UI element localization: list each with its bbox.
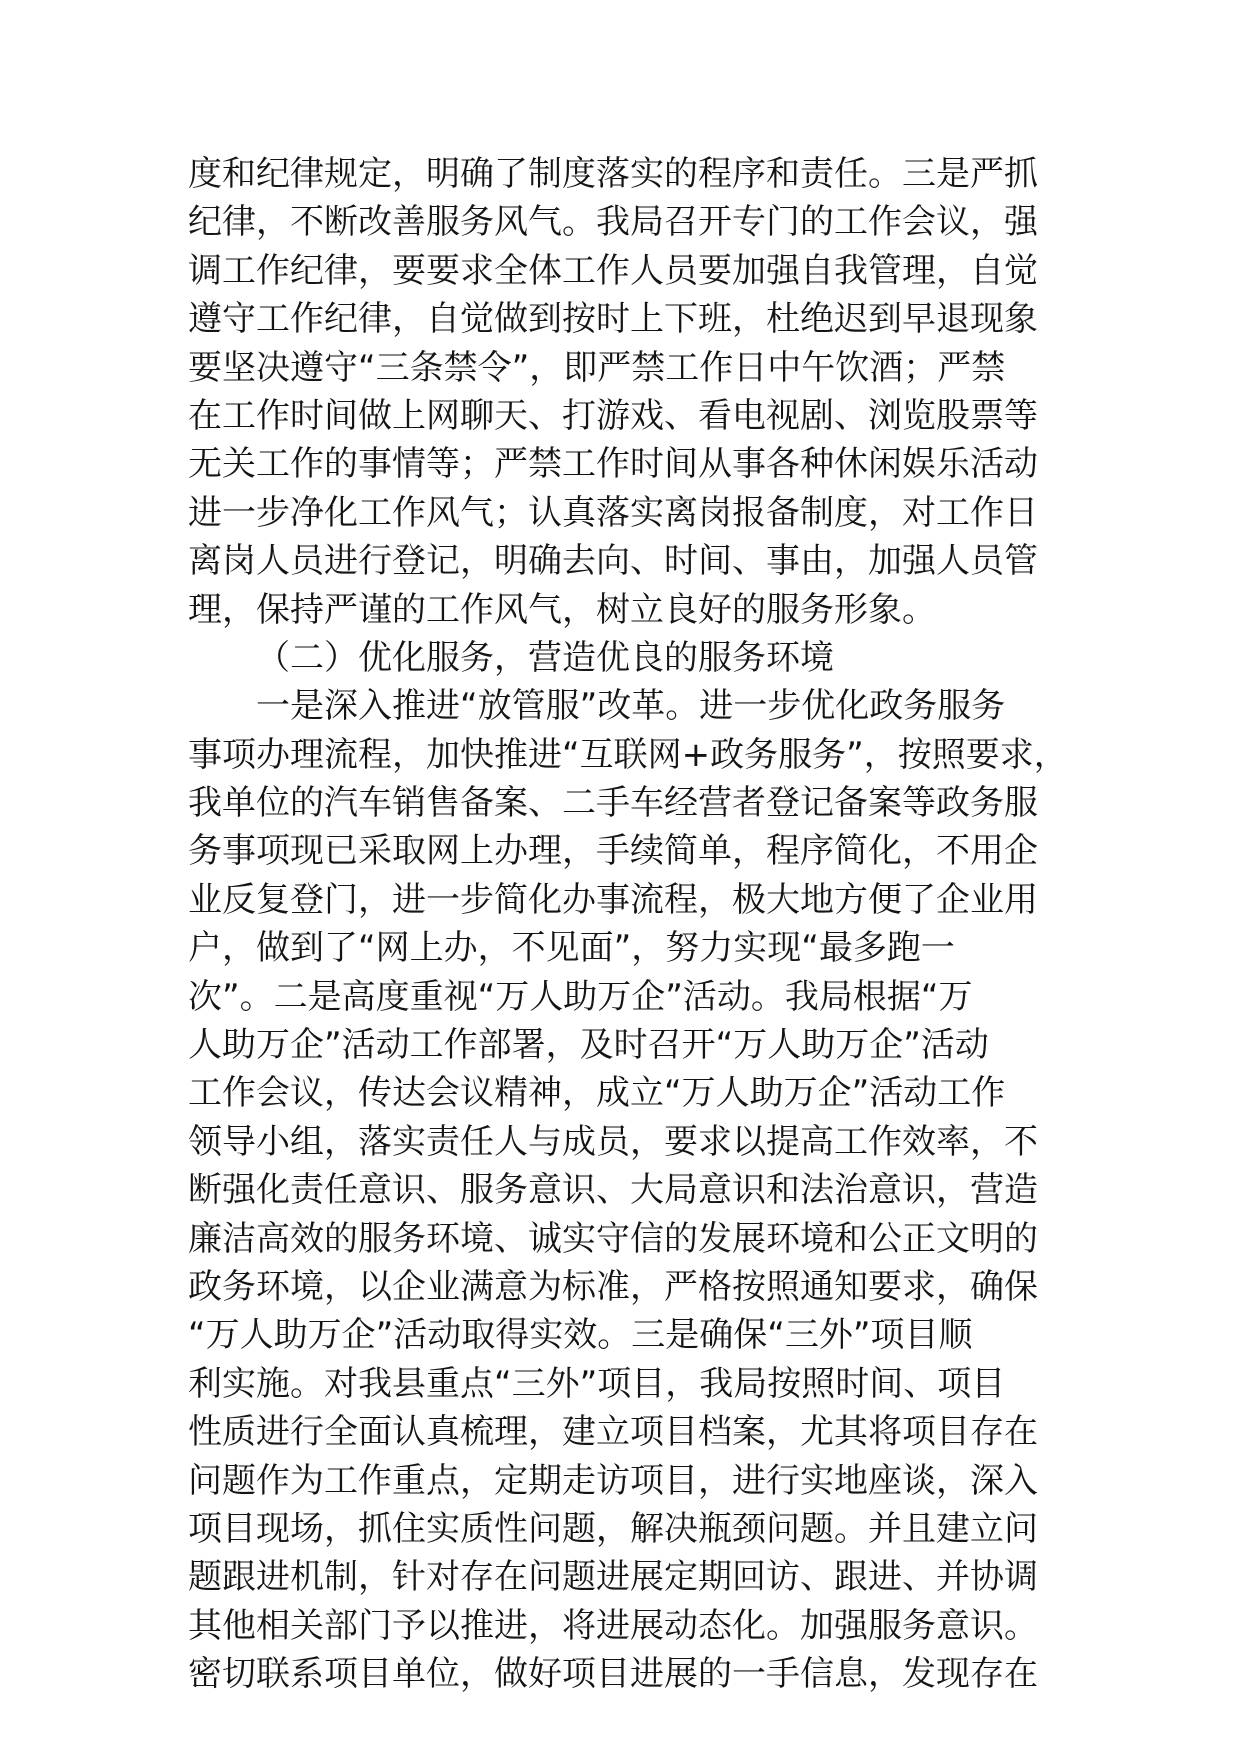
text-line: 在工作时间做上网聊天、打游戏、看电视剧、浏览股票等: [188, 395, 1038, 436]
text-line: “万人助万企”活动取得实效。三是确保“三外”项目顺: [188, 1315, 973, 1356]
text-line: 断强化责任意识、服务意识、大局意识和法治意识，营造: [188, 1170, 1038, 1211]
text-line: 离岗人员进行登记，明确去向、时间、事由，加强人员管: [188, 541, 1038, 582]
text-line: 问题作为工作重点，定期走访项目，进行实地座谈，深入: [188, 1460, 1038, 1501]
text-line: 廉洁高效的服务环境、诚实守信的发展环境和公正文明的: [188, 1218, 1038, 1259]
text-line: 工作会议，传达会议精神，成立“万人助万企”活动工作: [188, 1073, 1006, 1114]
text-line: 业反复登门，进一步简化办事流程，极大地方便了企业用: [188, 879, 1038, 920]
text-line: 一是深入推进“放管服”改革。进一步优化政务服务: [256, 686, 1006, 727]
text-line: 我单位的汽车销售备案、二手车经营者登记备案等政务服: [188, 783, 1038, 824]
text-line: 领导小组，落实责任人与成员，要求以提高工作效率，不: [188, 1121, 1038, 1162]
text-line: 次”。二是高度重视“万人助万企”活动。我局根据“万: [188, 976, 973, 1017]
text-line: 其他相关部门予以推进，将进展动态化。加强服务意识。: [188, 1605, 1038, 1646]
text-line: 户，做到了“网上办，不见面”，努力实现“最多跑一: [188, 928, 955, 969]
text-line: 无关工作的事情等；严禁工作时间从事各种休闲娱乐活动: [188, 444, 1038, 485]
text-line: 要坚决遵守“三条禁令”，即严禁工作日中午饮酒；严禁: [188, 347, 1006, 388]
text-line: 务事项现已采取网上办理，手续简单，程序简化，不用企: [188, 831, 1038, 872]
text-line: 度和纪律规定，明确了制度落实的程序和责任。三是严抓: [188, 154, 1038, 194]
text-line: 事项办理流程，加快推进“互联网+政务服务”，按照要求，: [188, 734, 1068, 775]
text-line: 政务环境，以企业满意为标准，严格按照通知要求，确保: [188, 1266, 1038, 1307]
text-line: 密切联系项目单位，做好项目进展的一手信息，发现存在: [188, 1654, 1038, 1695]
text-line: 纪律，不断改善服务风气。我局召开专门的工作会议，强: [188, 202, 1038, 243]
text-line: 性质进行全面认真梳理，建立项目档案，尤其将项目存在: [188, 1412, 1038, 1453]
text-line: 项目现场，抓住实质性问题，解决瓶颈问题。并且建立问: [188, 1508, 1038, 1549]
text-line: 调工作纪律，要要求全体工作人员要加强自我管理，自觉: [188, 250, 1038, 291]
text-line: 理，保持严谨的工作风气，树立良好的服务形象。: [188, 589, 936, 630]
section-heading: （二）优化服务，营造优良的服务环境: [256, 637, 834, 678]
body-text: [188, 150, 1088, 1699]
text-line: 进一步净化工作风气；认真落实离岗报备制度，对工作日: [188, 492, 1038, 533]
text-line: 人助万企”活动工作部署，及时召开“万人助万企”活动: [188, 1025, 989, 1066]
text-line: 利实施。对我县重点“三外”项目，我局按照时间、项目: [188, 1363, 1006, 1404]
text-line: 题跟进机制，针对存在问题进展定期回访、跟进、并协调: [188, 1557, 1038, 1598]
text-line: 遵守工作纪律，自觉做到按时上下班，杜绝迟到早退现象: [188, 299, 1038, 340]
